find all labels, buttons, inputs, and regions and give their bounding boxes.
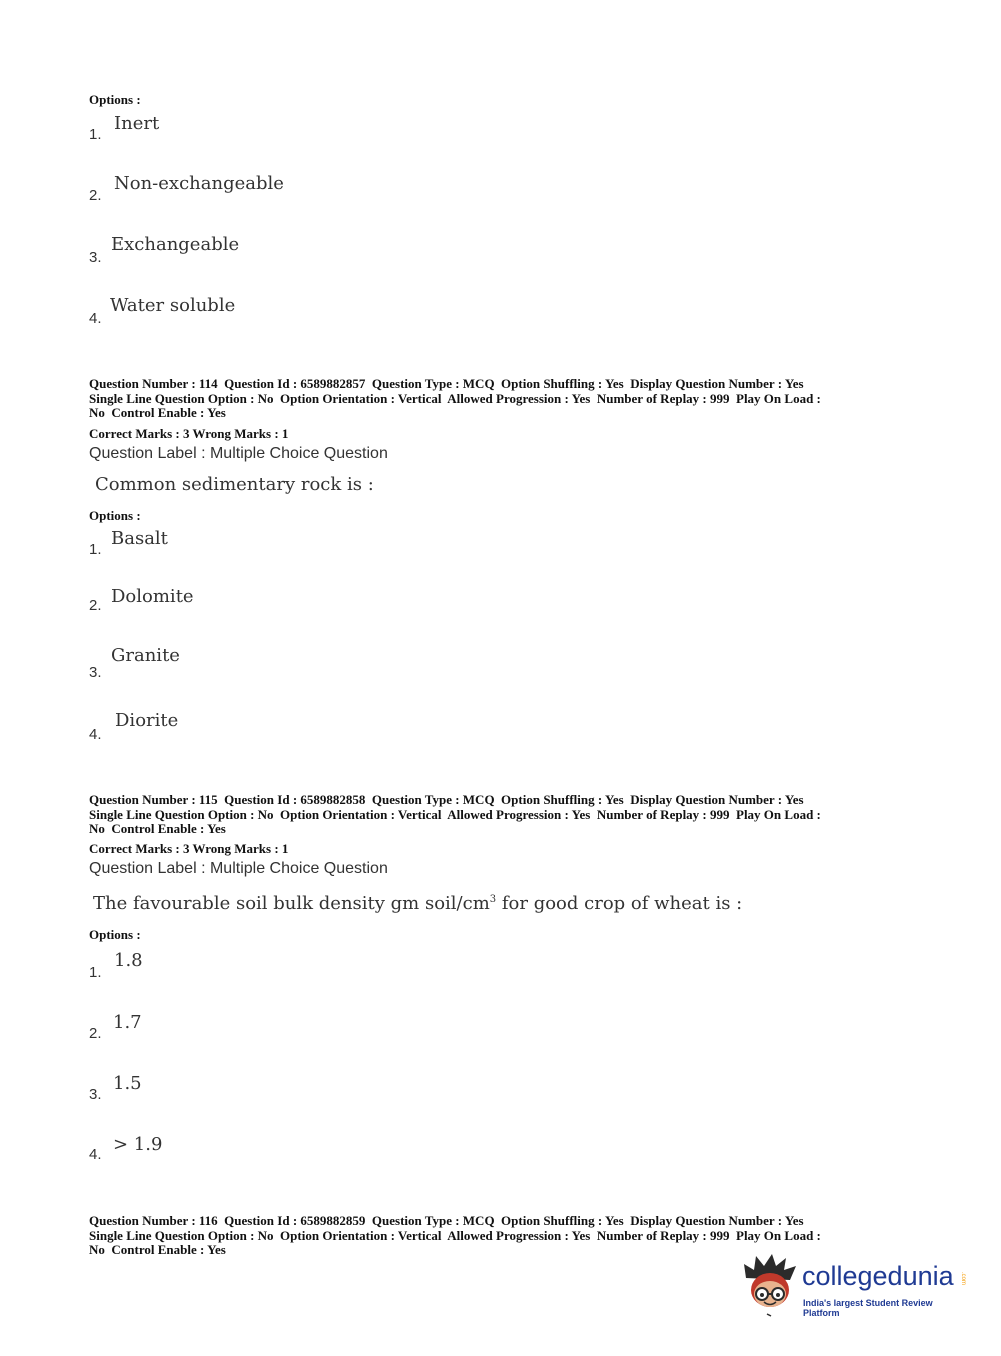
option-text[interactable]: Non-exchangeable [114, 173, 284, 194]
option-number: 4. [89, 726, 102, 743]
option-text[interactable]: 1.7 [113, 1012, 142, 1033]
option-text[interactable]: Water soluble [110, 295, 236, 316]
question-text [93, 893, 742, 914]
question-marks: Correct Marks : 3 Wrong Marks : 1 [89, 841, 289, 856]
question-label: Question Label : Multiple Choice Question [89, 860, 388, 877]
question-text-superscript: 3 [489, 894, 497, 905]
collegedunia-logo[interactable] [740, 1250, 970, 1320]
mascot-icon [740, 1252, 800, 1318]
option-text[interactable]: Basalt [111, 528, 168, 549]
option-number: 3. [89, 249, 102, 266]
question-text: Common sedimentary rock is : [95, 474, 374, 495]
options-label: Options : [89, 92, 141, 107]
question-meta: Question Number : 116 Question Id : 6589882859 Question Type : MCQ Option Shuffling : Yes Display Question Number : Yes Single Line Question Option : No Option Orientation : Vertical Allowed Progression : Yes Number of Replay : 999 Play On Load : No Control Enable : Yes [89, 1213, 821, 1257]
options-label: Options : [89, 927, 141, 942]
options-label: Options : [89, 508, 141, 523]
option-text[interactable]: Inert [114, 113, 160, 134]
option-number: 1. [89, 541, 102, 558]
option-number: 2. [89, 1025, 102, 1042]
question-marks: Correct Marks : 3 Wrong Marks : 1 [89, 426, 289, 441]
option-text[interactable]: Diorite [115, 710, 179, 731]
question-meta: Question Number : 115 Question Id : 6589882858 Question Type : MCQ Option Shuffling : Yes Display Question Number : Yes Single Line Question Option : No Option Orientation : Vertical Allowed Progression : Yes Number of Replay : 999 Play On Load : No Control Enable : Yes [89, 792, 821, 836]
option-text[interactable]: Granite [111, 645, 180, 666]
option-text[interactable]: Exchangeable [111, 234, 240, 255]
option-text[interactable]: > 1.9 [113, 1134, 163, 1155]
question-text-before: The favourable soil bulk density gm soil/cm [93, 893, 490, 914]
logo-com: .com [960, 1272, 966, 1286]
option-number: 2. [89, 597, 102, 614]
option-number: 3. [89, 1086, 102, 1103]
option-text[interactable]: 1.5 [113, 1073, 142, 1094]
logo-tagline: India's largest Student Review Platform [803, 1298, 933, 1318]
question-meta: Question Number : 114 Question Id : 6589882857 Question Type : MCQ Option Shuffling : Yes Display Question Number : Yes Single Line Question Option : No Option Orientation : Vertical Allowed Progression : Yes Number of Replay : 999 Play On Load : No Control Enable : Yes [89, 376, 821, 420]
option-text[interactable]: Dolomite [111, 586, 194, 607]
question-label: Question Label : Multiple Choice Question [89, 445, 388, 462]
option-number: 2. [89, 187, 102, 204]
option-text[interactable]: 1.8 [114, 950, 143, 971]
logo-wordmark: collegedunia [802, 1261, 954, 1291]
question-text-after: for good crop of wheat is : [496, 893, 743, 914]
option-number: 4. [89, 1146, 102, 1163]
option-number: 1. [89, 964, 102, 981]
option-number: 4. [89, 310, 102, 327]
option-number: 1. [89, 126, 102, 143]
option-number: 3. [89, 664, 102, 681]
